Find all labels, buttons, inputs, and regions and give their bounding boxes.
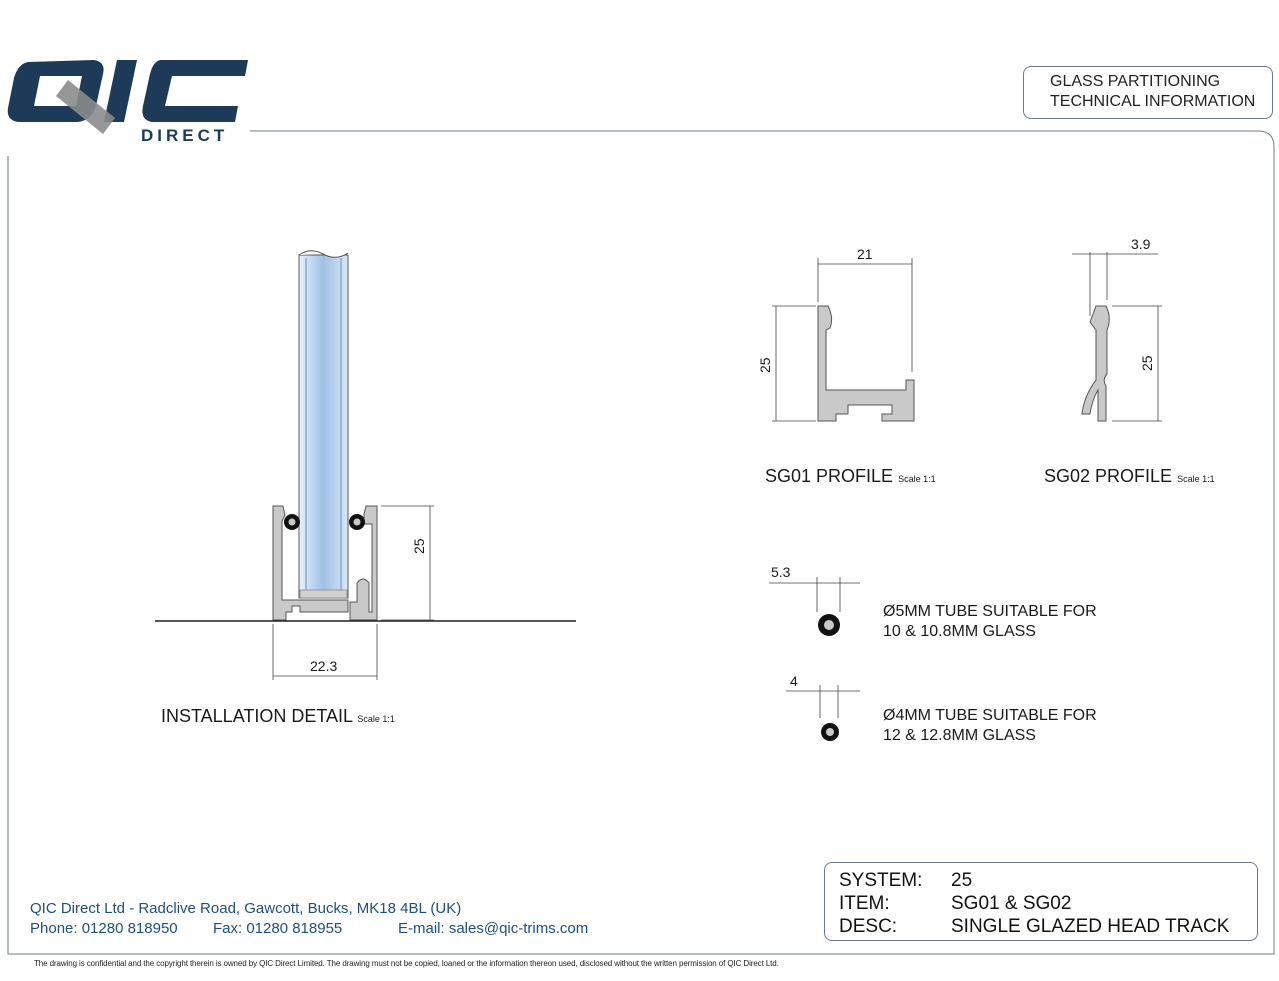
sg02-profile-drawing bbox=[1072, 252, 1162, 421]
copyright-footer: The drawing is confidential and the copyright therein is owned by QIC Direct Limited. The drawing must not be copied, loaned or the information thereon used, disclosed without the written permission of QIC Direct Ltd. bbox=[34, 959, 779, 968]
company-address: QIC Direct Ltd - Radclive Road, Gawcott, Bucks, MK18 4BL (UK) bbox=[30, 900, 462, 917]
sheet-frame bbox=[8, 131, 1274, 954]
desc-row: DESC: SINGLE GLAZED HEAD TRACK bbox=[839, 916, 1230, 937]
tube4-note: Ø4MM TUBE SUITABLE FOR 12 & 12.8MM GLASS bbox=[883, 707, 1097, 744]
installation-width-dim: 22.3 bbox=[310, 658, 338, 674]
installation-height-dim: 25 bbox=[411, 538, 427, 554]
sg01-width-dim: 21 bbox=[857, 246, 873, 262]
logo-direct-text: DIRECT bbox=[141, 126, 229, 145]
installation-scale: Scale 1:1 bbox=[357, 714, 395, 724]
sg02-scale: Scale 1:1 bbox=[1177, 474, 1215, 484]
tube5-note: Ø5MM TUBE SUITABLE FOR 10 & 10.8MM GLASS bbox=[883, 603, 1097, 640]
sg02-width-dim: 3.9 bbox=[1131, 236, 1151, 252]
company-fax: Fax: 01280 818955 bbox=[213, 920, 343, 937]
company-phone: Phone: 01280 818950 bbox=[30, 920, 178, 937]
sg02-height-dim: 25 bbox=[1139, 355, 1155, 371]
sg01-profile-drawing bbox=[772, 258, 914, 421]
header-line2: TECHNICAL INFORMATION bbox=[1050, 93, 1256, 110]
system-row: SYSTEM: 25 bbox=[839, 870, 973, 891]
installation-title: INSTALLATION DETAIL Scale 1:1 bbox=[161, 706, 395, 726]
tube5-dim: 5.3 bbox=[771, 564, 791, 580]
header-line1: GLASS PARTITIONING bbox=[1050, 73, 1221, 90]
sg01-title: SG01 PROFILE Scale 1:1 bbox=[765, 466, 936, 486]
installation-detail-drawing bbox=[155, 251, 576, 680]
tube-4mm-drawing bbox=[786, 685, 860, 741]
sg02-title: SG02 PROFILE Scale 1:1 bbox=[1044, 466, 1215, 486]
sg01-height-dim: 25 bbox=[757, 357, 773, 373]
item-row: ITEM: SG01 & SG02 bbox=[839, 893, 1072, 914]
header-box bbox=[1023, 66, 1273, 119]
system-info-box bbox=[824, 862, 1258, 941]
sg01-scale: Scale 1:1 bbox=[898, 474, 936, 484]
tube-5mm-drawing bbox=[769, 577, 860, 636]
company-email[interactable]: E-mail: sales@qic-trims.com bbox=[398, 920, 589, 937]
tube4-dim: 4 bbox=[790, 673, 798, 689]
qic-logo bbox=[8, 60, 248, 134]
